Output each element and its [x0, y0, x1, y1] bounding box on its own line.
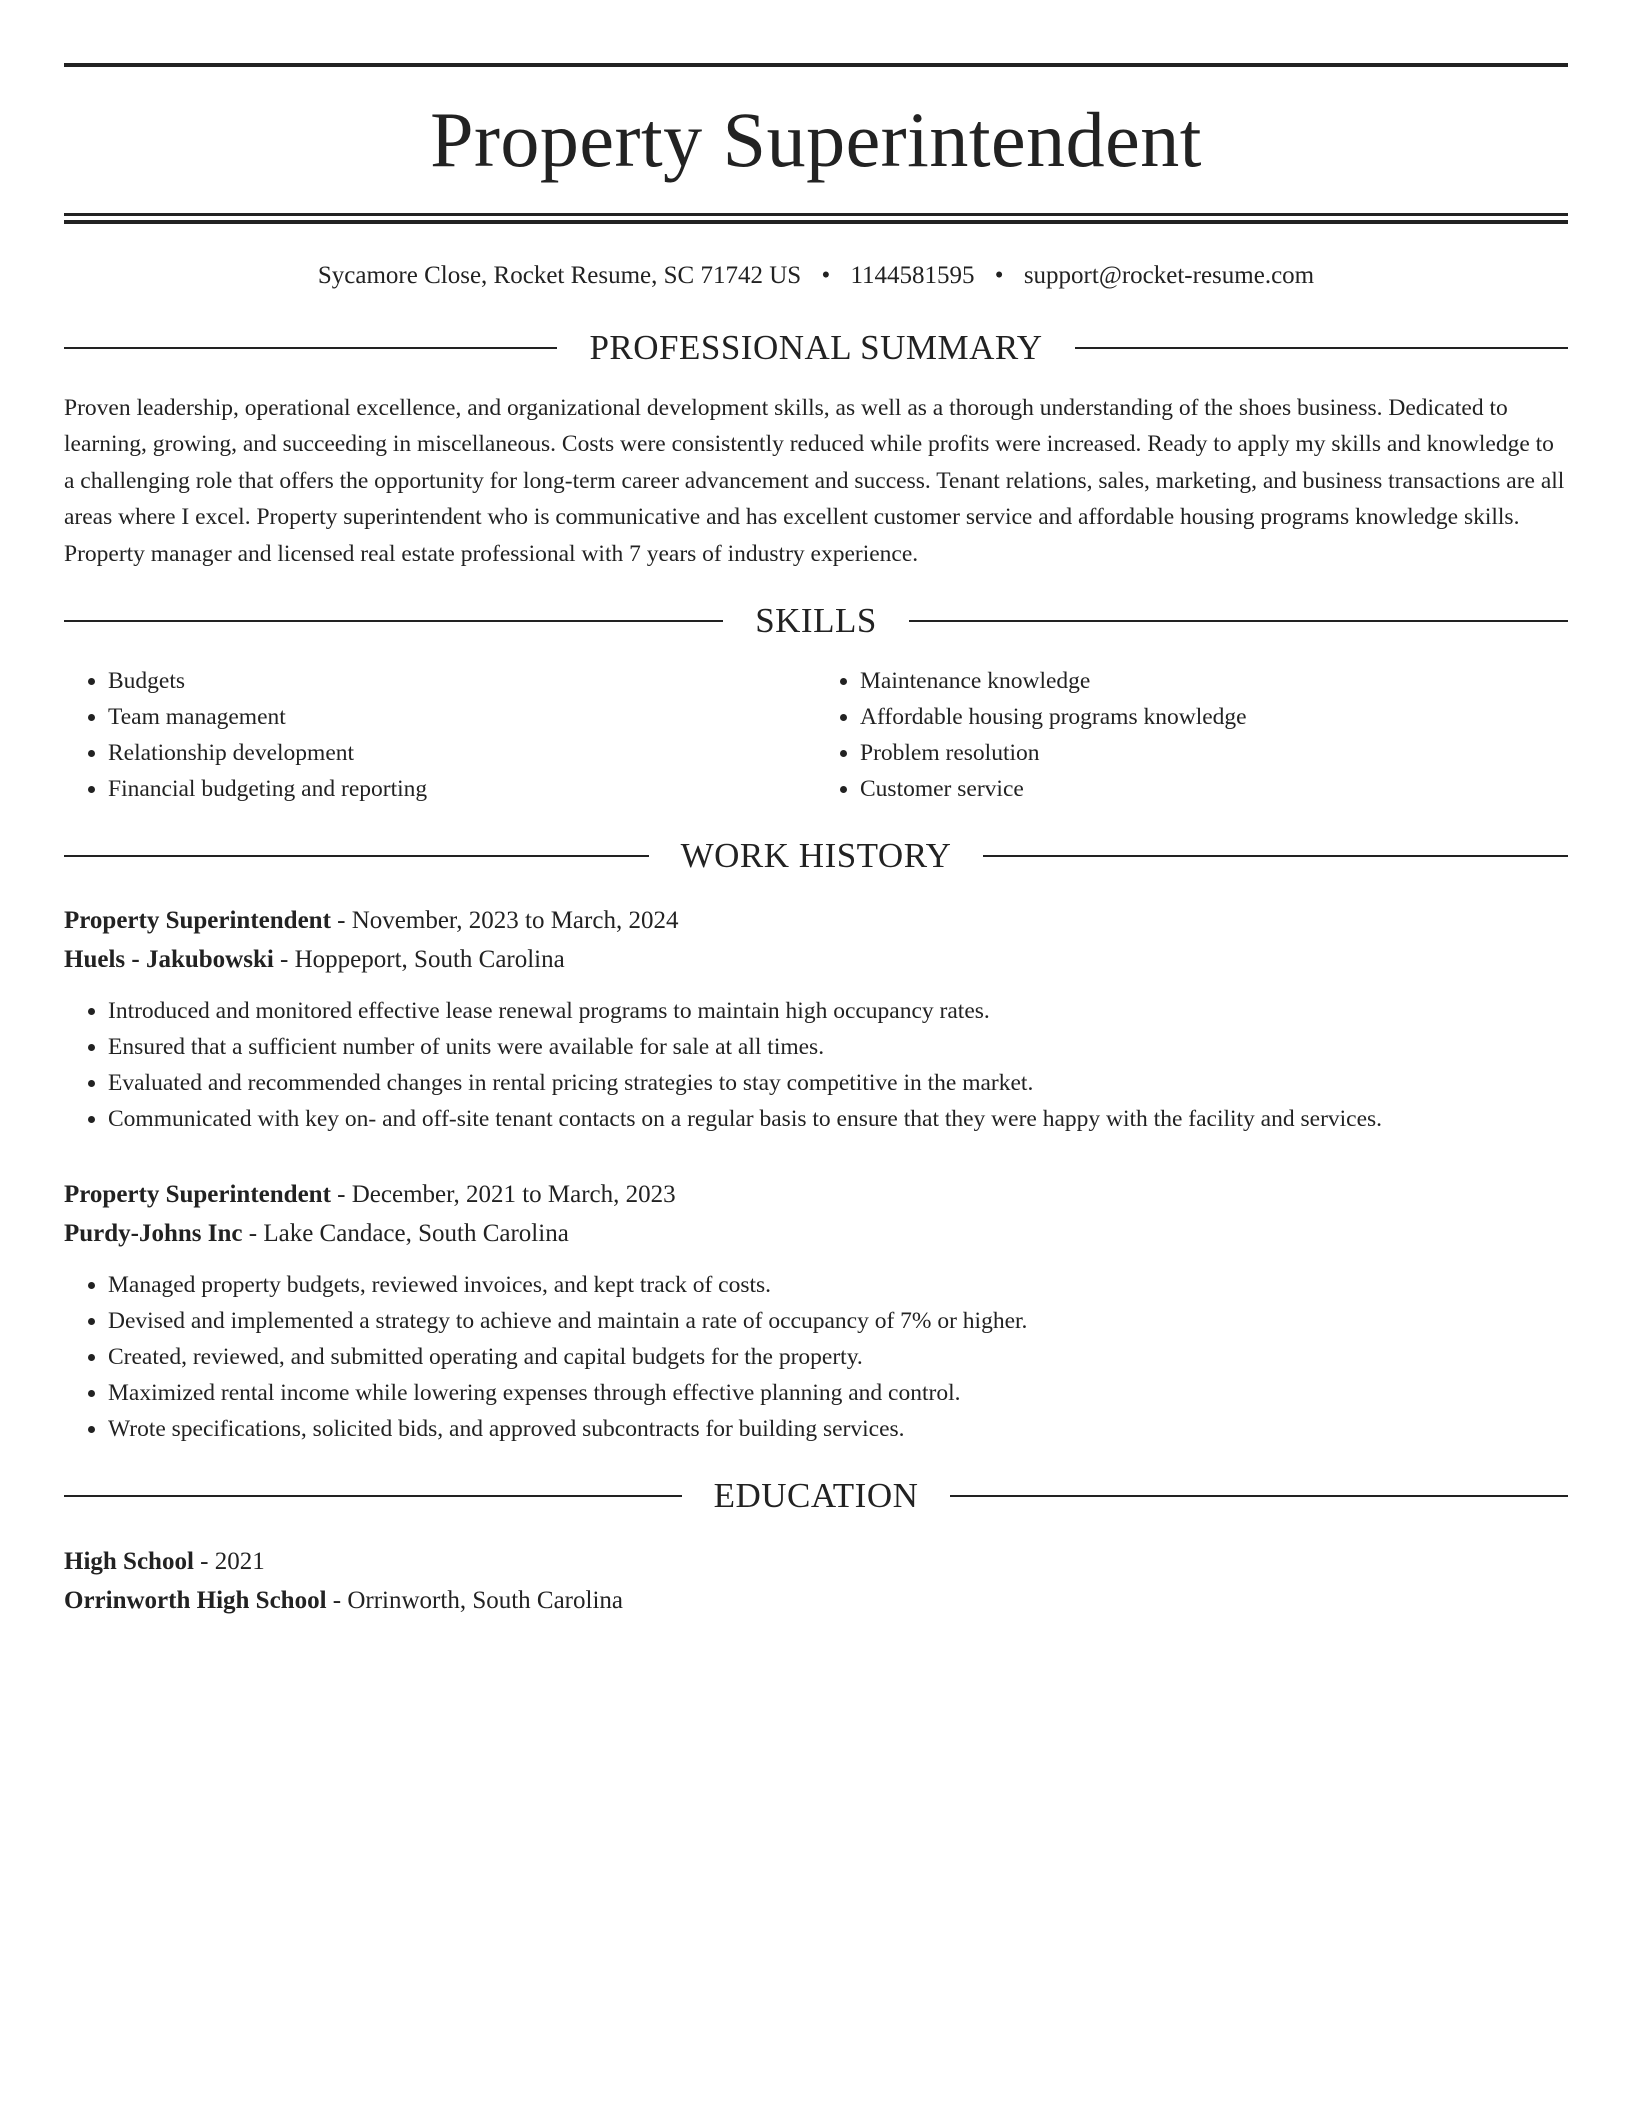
education-year: - 2021 [193, 1547, 265, 1575]
heading-rule [1075, 347, 1568, 349]
job-location: - Hoppeport, South Carolina [273, 946, 565, 973]
job-bullet: • Wrote specifications, solicited bids, and approved subcontracts for building services. [108, 1411, 1568, 1447]
job-bullets [64, 1267, 1568, 1447]
job-title-line [64, 1175, 1568, 1214]
skill-item: • Financial budgeting and reporting [108, 771, 816, 807]
contact-email: support@rocket-resume.com [1023, 262, 1315, 289]
job-bullet: • Communicated with key on- and off-site tenant contacts on a regular basis to ensure that they were happy with the facility and services. [108, 1101, 1568, 1137]
skill-item: • Relationship development [108, 735, 816, 771]
contact-separator: • [994, 262, 1004, 289]
skills-column-left [64, 663, 816, 807]
skill-item: • Affordable housing programs knowledge [860, 699, 1568, 735]
job-dates: - December, 2021 to March, 2023 [330, 1181, 676, 1208]
skills-heading-label: SKILLS [755, 601, 877, 640]
heading-rule [64, 855, 649, 857]
education-degree: High School [64, 1547, 194, 1575]
work-heading-label: WORK HISTORY [680, 835, 952, 875]
skills-column-right [816, 663, 1568, 807]
job-entry [64, 901, 1568, 1137]
job-dates: - November, 2023 to March, 2024 [330, 907, 679, 934]
heading-rule [909, 620, 1568, 622]
job-title: Property Superintendent [64, 1181, 331, 1208]
education-degree-line [64, 1542, 1568, 1581]
job-entry [64, 1175, 1568, 1447]
education-heading-label: EDUCATION [713, 1476, 919, 1515]
heading-rule [64, 347, 557, 349]
summary-heading [64, 329, 1568, 368]
job-bullets [64, 993, 1568, 1137]
skill-item: • Budgets [108, 663, 816, 699]
top-rule [64, 63, 1568, 67]
skill-item: • Customer service [860, 771, 1568, 807]
education-entry [64, 1542, 1568, 1620]
heading-rule [950, 1495, 1568, 1497]
heading-rule [64, 1495, 682, 1497]
skill-item: • Maintenance knowledge [860, 663, 1568, 699]
job-company-line [64, 940, 1568, 979]
skills-heading [64, 602, 1568, 641]
job-bullet: • Evaluated and recommended changes in rental pricing strategies to stay competitive in the market. [108, 1065, 1568, 1101]
job-bullet: • Managed property budgets, reviewed invoices, and kept track of costs. [108, 1267, 1568, 1303]
job-bullet: • Maximized rental income while lowering expenses through effective planning and control. [108, 1375, 1568, 1411]
summary-heading-label: PROFESSIONAL SUMMARY [589, 328, 1043, 367]
skill-item: • Team management [108, 699, 816, 735]
job-company: Huels - Jakubowski [64, 946, 274, 973]
education-school: Orrinworth High School [64, 1586, 327, 1614]
work-heading [64, 837, 1568, 876]
skill-item: • Problem resolution [860, 735, 1568, 771]
education-heading [64, 1477, 1568, 1516]
job-title-line [64, 901, 1568, 940]
title-double-rule [64, 213, 1568, 224]
job-company: Purdy-Johns Inc [64, 1220, 243, 1247]
job-bullet: • Devised and implemented a strategy to achieve and maintain a rate of occupancy of 7% or higher. [108, 1303, 1568, 1339]
contact-address: Sycamore Close, Rocket Resume, SC 71742 US [317, 262, 802, 289]
education-location: - Orrinworth, South Carolina [326, 1586, 623, 1614]
job-bullet: • Ensured that a sufficient number of units were available for sale at all times. [108, 1029, 1568, 1065]
skills-list [64, 663, 1568, 807]
contact-separator: • [821, 262, 831, 289]
job-location: - Lake Candace, South Carolina [242, 1220, 569, 1247]
job-bullet: • Created, reviewed, and submitted operating and capital budgets for the property. [108, 1339, 1568, 1375]
resume-title: Property Superintendent [430, 96, 1202, 183]
heading-rule [983, 855, 1568, 857]
heading-rule [64, 620, 723, 622]
education-school-line [64, 1581, 1568, 1620]
summary-text: Proven leadership, operational excellence, and organizational development skills, as well as a thorough understanding of the shoes business. Dedicated to learning, growing, and succeeding in miscellaneous. Costs were consistently reduced while profits were increased. Ready to apply my skills and knowledge to a challenging role that offers the opportunity for long-term career advancement and success. Tenant relations, sales, marketing, and business transactions are all areas where I excel. Property superintendent who is communicative and has excellent customer service and affordable housing programs knowledge skills. Property manager and licensed real estate professional with 7 years of industry experience. [64, 394, 1565, 567]
job-title: Property Superintendent [64, 907, 331, 934]
job-company-line [64, 1214, 1568, 1253]
job-bullet: • Introduced and monitored effective lease renewal programs to maintain high occupancy rates. [108, 993, 1568, 1029]
contact-phone: 1144581595 [850, 262, 975, 289]
contact-line [64, 261, 1568, 291]
